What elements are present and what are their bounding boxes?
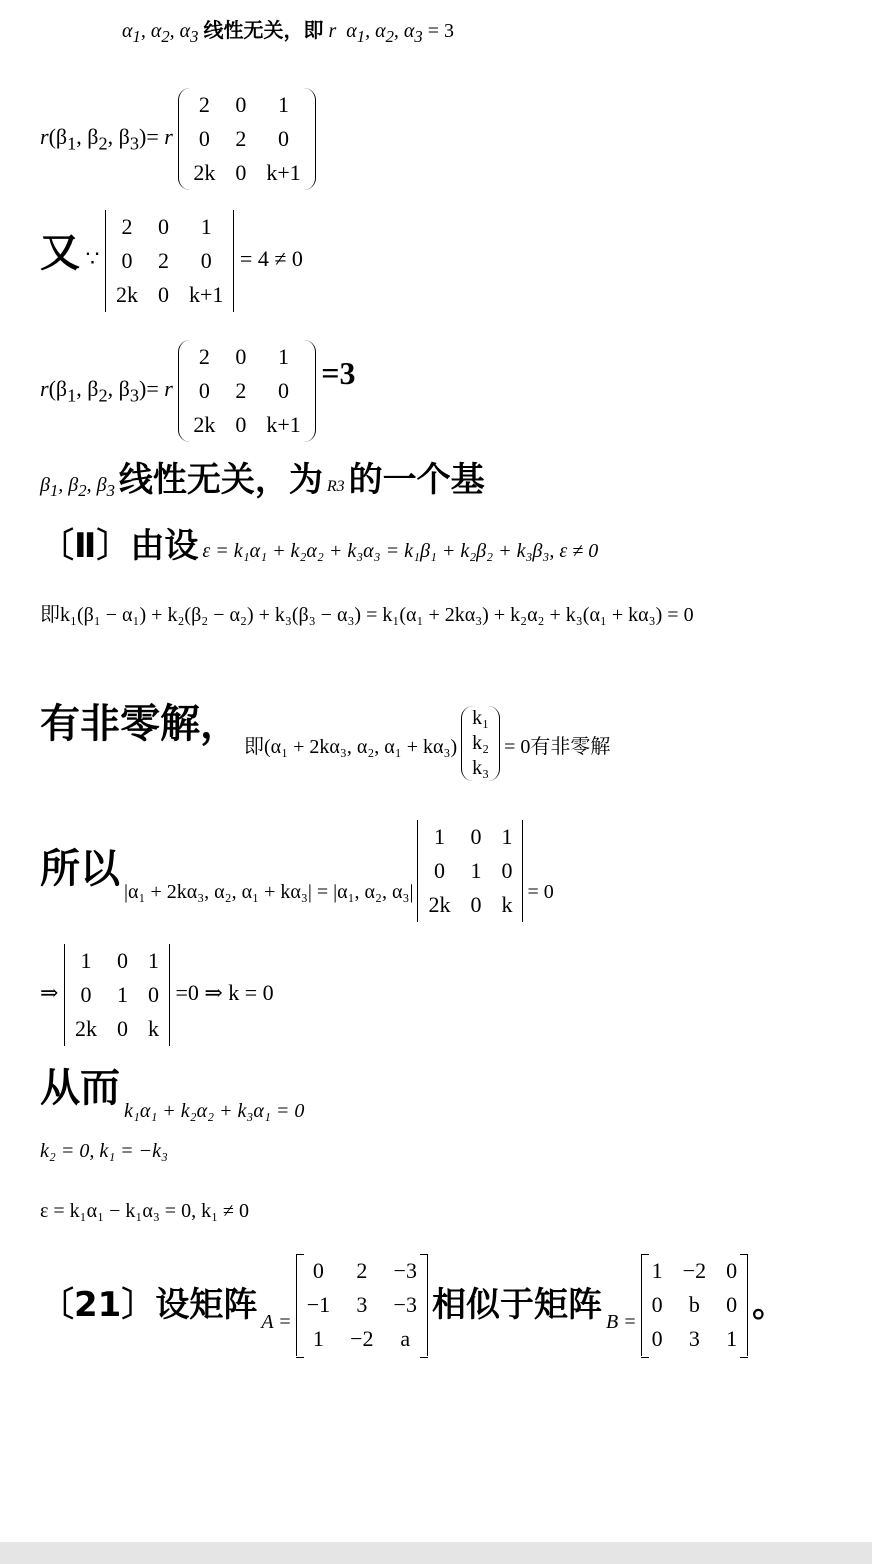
matrix-cell: 1: [433, 824, 445, 849]
matrix-cell: 2k: [428, 892, 451, 917]
matrix-cell: 0: [235, 412, 247, 437]
det-D-1: [417, 820, 523, 922]
implies-left: ⇒: [40, 980, 59, 1006]
matrix-cell: k₁: [472, 707, 490, 729]
zero: = 0: [527, 881, 554, 903]
suoyi-text: 所以: [40, 846, 120, 892]
matrix-cell: k+1: [189, 282, 224, 307]
matrix-cell: k₂: [472, 732, 490, 754]
q21-mid: 相似于矩阵: [431, 1285, 602, 1325]
rank-line-1: $r(\beta_1$, $\beta_2$, $\beta_3)= r$ 2 0 1 0 2 0 2k 0 k+1: [40, 88, 872, 190]
bold-3: =3: [321, 355, 356, 392]
matrix-cell: 0: [235, 160, 247, 185]
k-eq: k₂ = 0, k₁ = −k₃: [40, 1140, 168, 1162]
matrix-cell: 1: [80, 948, 92, 973]
matrix-cell: −2: [682, 1258, 707, 1283]
rank-line-2: $r(\beta_1$, $\beta_2$, $\beta_3)= r$ 2 0 1 0 2 0 2k 0 k+1 =3: [40, 340, 872, 442]
basis-tail: 的一个基: [348, 460, 485, 500]
part-II-line: [40, 518, 872, 567]
implies-right: =0 ⇒ k = 0: [175, 980, 274, 1006]
matrix-cell: 0: [80, 982, 92, 1007]
matrix-cell: 0: [312, 1258, 324, 1283]
II-text: 〔Ⅱ〕由设: [40, 526, 199, 566]
suoyi-line: [40, 820, 872, 922]
alpha-list: $\alpha_1$, $\alpha_2$, $\alpha_3$: [122, 20, 199, 46]
bottom-gray-bar: [0, 1542, 872, 1564]
matrix-cell: 0: [147, 982, 159, 1007]
matrix-cell: k: [147, 1016, 159, 1041]
q21-text: 〔21〕设矩阵: [40, 1285, 258, 1325]
matrix-cell: 0: [235, 92, 247, 117]
nonzero-line: [40, 692, 872, 781]
matrix-cell: 1: [278, 92, 290, 117]
l1-tail: = 3: [427, 20, 455, 42]
matrix-row: [641, 1322, 747, 1356]
matrix-cell: 2k: [74, 1016, 97, 1041]
matrix-row: [418, 854, 523, 888]
matrix-cell: 0: [726, 1292, 738, 1317]
matrix-cell: 2: [235, 126, 247, 151]
matrix-row: [183, 408, 310, 442]
matrix-row: [106, 278, 234, 312]
matrix-row: [641, 1254, 747, 1288]
matrix-cell: 0: [158, 282, 169, 307]
matrix-row: [418, 888, 523, 922]
matrix-cell: 2k: [193, 160, 216, 185]
matrix-cell: 1: [651, 1258, 663, 1283]
matrix-row: [296, 1288, 427, 1322]
matrix-row: [64, 944, 169, 978]
eps-line: [40, 1200, 872, 1223]
matrix-cell: 0: [198, 126, 210, 151]
matrix-row: [418, 820, 523, 854]
matrix-cell: 1: [200, 214, 212, 239]
matrix-row: [466, 731, 495, 756]
matrix-cell: 1: [147, 948, 159, 973]
basis-text: 线性无关，为: [118, 460, 323, 500]
line-1: $\alpha_1$, $\alpha_2$, $\alpha_3$ 线性无关，即 r $\alpha_1$, $\alpha_2$, $\alpha_3 = 3$: [122, 18, 455, 46]
matrix-M-1: [178, 88, 315, 190]
l1-text: 线性无关，即: [203, 18, 324, 42]
det-M: [105, 210, 234, 312]
matrix-cell: 0: [651, 1326, 663, 1351]
r3: R3: [326, 478, 345, 495]
matrix-cell: k+1: [266, 160, 301, 185]
matrix-cell: 0: [198, 378, 210, 403]
matrix-row: [183, 156, 310, 190]
matrix-cell: 0: [470, 824, 482, 849]
matrix-cell: 2k: [193, 412, 216, 437]
matrix-cell: −2: [350, 1326, 374, 1351]
q21-end: 。: [752, 1285, 787, 1325]
matrix-cell: 2k: [116, 282, 138, 307]
matrix-cell: 1: [116, 982, 128, 1007]
matrix-M-2: [178, 340, 315, 442]
matrix-cell: 0: [278, 126, 290, 151]
matrix-cell: 0: [116, 948, 128, 973]
matrix-cell: 0: [158, 214, 169, 239]
matrix-cell: 2: [158, 248, 169, 273]
matrix-cell: a: [400, 1326, 411, 1351]
matrix-cell: −1: [306, 1292, 331, 1317]
ji-line: [40, 598, 872, 627]
matrix-cell: 0: [651, 1292, 663, 1317]
basis-line: $\beta_1$, $\beta_2$, $\beta_3$ 线性无关，为 R3 的一个基: [40, 460, 485, 500]
matrix-cell: 0: [470, 892, 482, 917]
matrix-cell: 3: [688, 1326, 700, 1351]
matrix-row: [64, 1012, 169, 1046]
q21-A: A =: [261, 1311, 292, 1333]
matrix-cell: 0: [235, 344, 247, 369]
matrix-row: [183, 340, 310, 374]
matrix-cell: 2: [235, 378, 247, 403]
matrix-cell: 0: [200, 248, 212, 273]
vector-K: [461, 706, 500, 781]
matrix-cell: 1: [726, 1326, 738, 1351]
matrix-cell: 0: [501, 858, 513, 883]
q21-B: B =: [605, 1311, 637, 1333]
matrix-cell: 1: [470, 858, 482, 883]
matrix-cell: 0: [278, 378, 290, 403]
congr-line: [40, 1056, 872, 1123]
matrix-row: [183, 88, 310, 122]
matrix-cell: 2: [198, 92, 210, 117]
matrix-cell: 0: [433, 858, 445, 883]
matrix-row: [296, 1322, 427, 1356]
matrix-cell: 2: [121, 214, 133, 239]
matrix-cell: −3: [393, 1258, 417, 1283]
implies-line: [40, 944, 872, 1046]
matrix-cell: 2: [356, 1258, 368, 1283]
matrix-row: [296, 1254, 427, 1288]
eps-eq: ε = k₁α₁ − k₁α₃ = 0, k₁ ≠ 0: [40, 1200, 250, 1222]
matrix-B: [641, 1254, 748, 1356]
matrix-cell: 3: [356, 1292, 368, 1317]
q21-line: [40, 1254, 872, 1356]
matrix-cell: k₃: [472, 757, 490, 779]
matrix-cell: k+1: [266, 412, 301, 437]
matrix-row: [106, 210, 234, 244]
matrix-cell: 1: [278, 344, 290, 369]
matrix-cell: 2: [198, 344, 210, 369]
II-eq: ε = k₁α₁ + k₂α₂ + k₃α₃ = k₁β₁ + k₂β₂ + k₃β₃, ε ≠ 0: [202, 540, 599, 562]
matrix-row: [183, 374, 310, 408]
det-D-2: [64, 944, 170, 1046]
nonzero-text: 有非零解，: [40, 701, 240, 747]
matrix-cell: 0: [116, 1016, 128, 1041]
matrix-cell: k: [501, 892, 513, 917]
det-line: 又 ∵ 2 0 1 0 2 0 2k 0 k+1 = 4 ≠ 0: [40, 210, 872, 312]
matrix-cell: 0: [726, 1258, 738, 1283]
matrix-row: [64, 978, 169, 1012]
nonzero-eq-right: = 0有非零解: [504, 736, 611, 758]
matrix-cell: 0: [121, 248, 133, 273]
nonzero-eq-left: 即(α₁ + 2kα₃, α₂, α₁ + kα₃): [244, 736, 458, 758]
congr-eq: k₁α₁ + k₂α₂ + k₃α₁ = 0: [124, 1100, 305, 1122]
matrix-A: [296, 1254, 428, 1356]
matrix-row: [183, 122, 310, 156]
matrix-row: [466, 756, 495, 781]
matrix-cell: b: [688, 1292, 700, 1317]
matrix-row: [466, 706, 495, 731]
matrix-row: [641, 1288, 747, 1322]
det-eq: = 4 ≠ 0: [239, 246, 303, 272]
ji-eq: 即k₁(β₁ − α₁) + k₂(β₂ − α₂) + k₃(β₃ − α₃) = k₁(α₁ + 2kα₃) + k₂α₂ + k₃(α₁ + kα₃) = 0: [40, 604, 694, 626]
matrix-cell: −3: [393, 1292, 417, 1317]
matrix-cell: 1: [312, 1326, 324, 1351]
matrix-row: [106, 244, 234, 278]
k-line: [40, 1140, 872, 1163]
you-text: 又: [40, 230, 80, 277]
suoyi-eq: |α₁ + 2kα₃, α₂, α₁ + kα₃| = |α₁, α₂, α₃|: [124, 881, 414, 903]
congr-text: 从而: [40, 1065, 120, 1111]
matrix-cell: 1: [501, 824, 513, 849]
